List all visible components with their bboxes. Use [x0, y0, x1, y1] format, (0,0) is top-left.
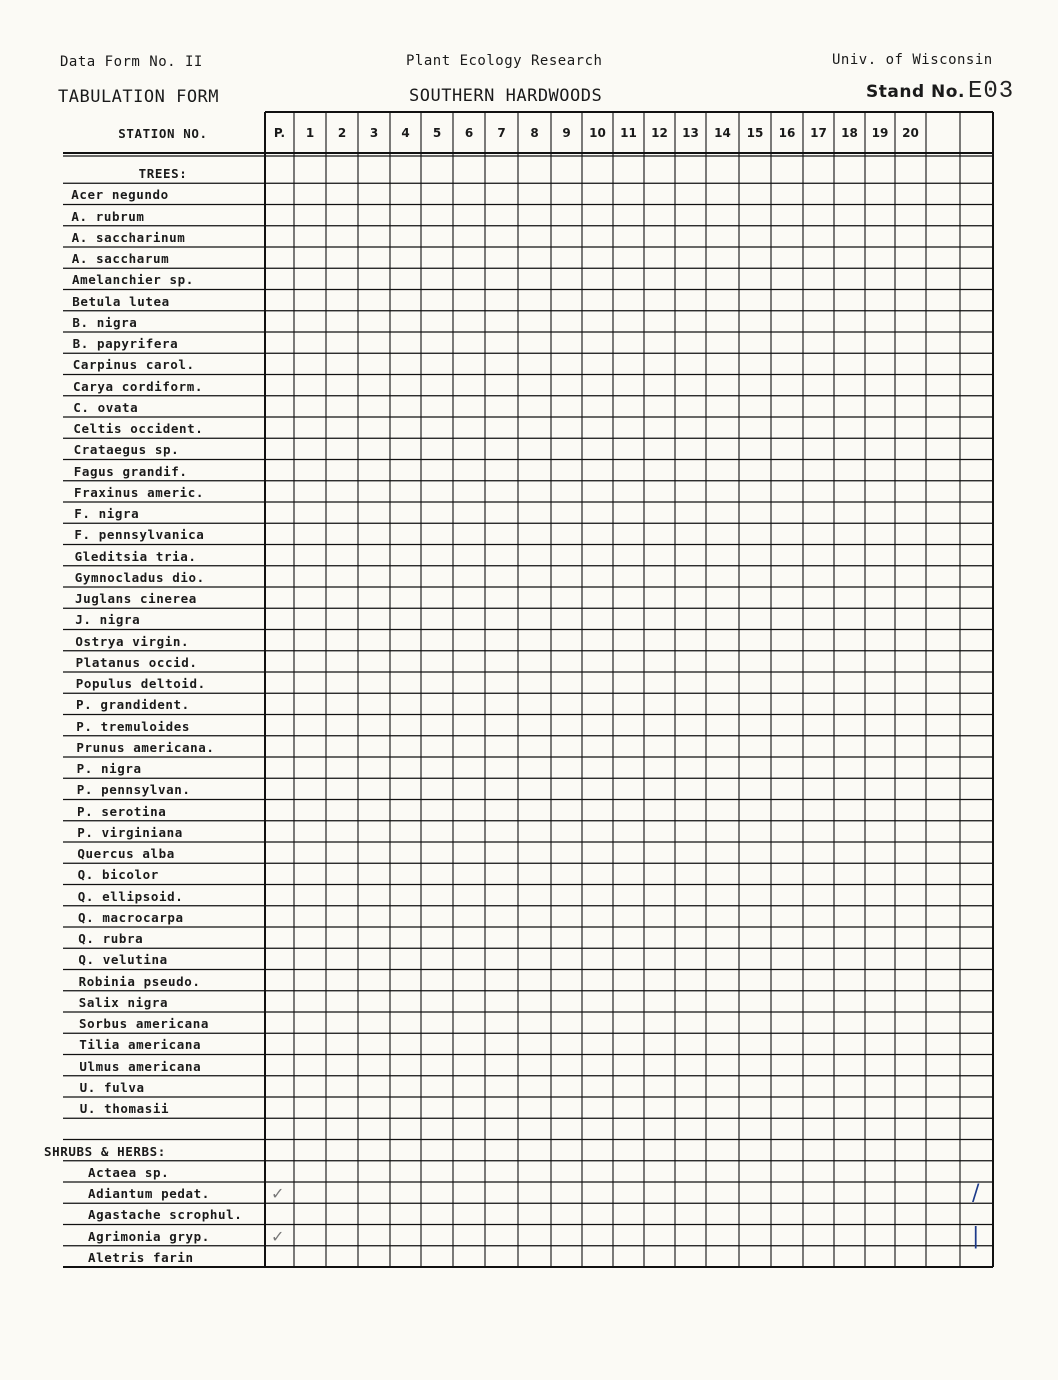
tree-row-label: Fraxinus americ. — [74, 484, 205, 500]
tree-row-label: Betula lutea — [72, 293, 170, 309]
tree-row-label: P. virginiana — [77, 824, 183, 840]
station-column-header: P. — [273, 126, 286, 140]
station-column-header: 14 — [714, 126, 731, 140]
tree-row-label: B. nigra — [72, 314, 138, 330]
station-column-header: 20 — [902, 126, 919, 140]
tree-row-label: A. saccharinum — [71, 229, 186, 245]
tree-row-label: Carya cordiform. — [73, 378, 204, 394]
tree-row-label: F. pennsylvanica — [74, 527, 205, 543]
checkmark-present: ✓ — [271, 1226, 285, 1246]
tree-row-label: Crataegus sp. — [73, 442, 180, 458]
station-column-header: 11 — [620, 126, 637, 140]
tree-row-label: P. serotina — [77, 803, 167, 819]
tree-row-label: Gleditsia tria. — [74, 548, 197, 564]
tree-row-label: Sorbus americana — [79, 1016, 210, 1031]
research-title: Plant Ecology Research — [406, 53, 603, 69]
station-column-header: 19 — [871, 126, 889, 140]
tree-row-label: Q. bicolor — [77, 867, 159, 883]
tree-row-label: P. nigra — [76, 761, 142, 776]
station-column-header: 3 — [369, 126, 379, 140]
stand-number-value: E03 — [968, 78, 1015, 105]
tree-row-label: U. fulva — [79, 1079, 145, 1095]
station-column-header: 5 — [432, 126, 442, 140]
station-column-header: 16 — [778, 126, 796, 140]
station-column-header: 2 — [337, 126, 347, 140]
tree-row-label: Q. ellipsoid. — [77, 888, 184, 904]
station-column-header: 6 — [464, 126, 474, 140]
station-column-header: 12 — [651, 126, 668, 140]
station-column-header: 13 — [682, 126, 699, 140]
station-column-header: 17 — [810, 126, 827, 140]
tree-row-label: Q. macrocarpa — [78, 909, 184, 925]
tree-row-label: Fagus grandif. — [73, 463, 188, 479]
tree-row-label: P. tremuloides — [76, 718, 190, 734]
tree-row-label: Carpinus carol. — [72, 357, 195, 373]
tree-row-label: Tilia americana — [79, 1037, 202, 1053]
tree-row-label: F. nigra — [74, 506, 140, 521]
section-trees-label: TREES: — [138, 166, 188, 181]
tree-row-label: Ostrya virgin. — [75, 633, 190, 649]
tree-row-label: A. saccharum — [71, 251, 170, 266]
tree-row-label: J. nigra — [75, 612, 141, 628]
station-column-header: 18 — [841, 126, 858, 140]
forest-type: SOUTHERN HARDWOODS — [409, 86, 603, 106]
tree-row-label: U. thomasii — [79, 1101, 170, 1116]
tree-row-label: Quercus alba — [77, 846, 175, 861]
tree-row-label: Juglans cinerea — [75, 591, 197, 606]
shrub-row-label: Adiantum pedat. — [88, 1186, 210, 1201]
stand-label: Stand No. — [866, 82, 965, 102]
shrub-row-label: Agastache scrophul. — [88, 1207, 243, 1223]
tally-mark: / — [972, 1181, 980, 1206]
station-number-header: STATION NO. — [118, 126, 208, 141]
tree-row-label: Gymnocladus dio. — [74, 569, 205, 585]
form-number: Data Form No. II — [60, 54, 203, 70]
station-column-header: 9 — [562, 126, 571, 140]
station-column-header: 8 — [530, 126, 539, 140]
form-title: TABULATION FORM — [58, 87, 220, 107]
section-shrubs-label: SHRUBS & HERBS: — [44, 1143, 166, 1159]
tree-row-label: Salix nigra — [78, 994, 169, 1010]
tally-mark: | — [972, 1223, 980, 1249]
shrub-row-label: Aletris farin — [88, 1249, 194, 1265]
tree-row-label: Ulmus americana — [79, 1058, 202, 1074]
checkmark-present: ✓ — [271, 1184, 285, 1203]
tree-row-label: Amelanchier sp. — [72, 272, 194, 288]
tree-row-label: C. ovata — [73, 399, 139, 415]
tree-row-label: Acer negundo — [71, 187, 169, 203]
station-column-header: 7 — [497, 126, 506, 140]
tree-row-label: A. rubrum — [71, 208, 145, 224]
tree-row-label: Celtis occident. — [73, 421, 204, 436]
tree-row-label: Q. rubra — [78, 931, 144, 946]
tree-row-label: Populus deltoid. — [75, 676, 206, 691]
station-column-header: 4 — [401, 126, 410, 140]
station-column-header: 15 — [746, 126, 764, 140]
tree-row-label: P. grandident. — [76, 697, 190, 713]
station-column-header: 10 — [589, 126, 606, 140]
university-name: Univ. of Wisconsin — [832, 52, 993, 68]
tree-row-label: Platanus occid. — [75, 654, 198, 670]
tree-row-label: Q. velutina — [78, 952, 168, 968]
station-column-header: 1 — [305, 126, 315, 140]
tree-row-label: Prunus americana. — [76, 739, 215, 755]
tree-row-label: Robinia pseudo. — [78, 973, 201, 989]
shrub-row-label: Agrimonia gryp. — [88, 1228, 210, 1244]
tree-row-label: P. pennsylvan. — [76, 782, 191, 798]
tree-row-label: B. papyrifera — [72, 336, 179, 351]
shrub-row-label: Actaea sp. — [88, 1164, 170, 1180]
